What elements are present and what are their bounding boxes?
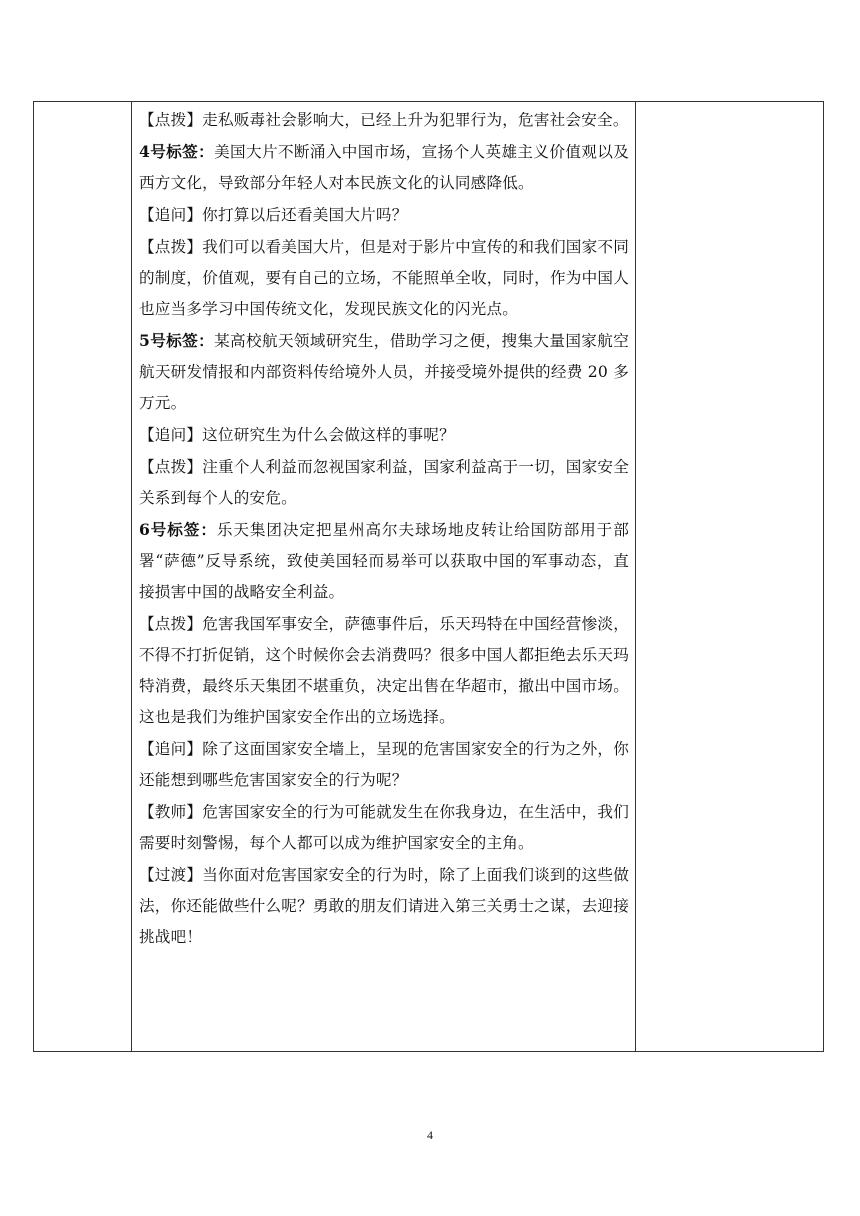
paragraph-5: 5号标签：某高校航天领域研究生，借助学习之便，搜集大量国家航空航天研发情报和内部资料传给境外人员，并接受境外提供的经费 20 多万元。: [139, 331, 630, 412]
paragraph-10: 【追问】除了这面国家安全墙上，呈现的危害国家安全的行为之外，你还能想到哪些危害国家安全的行为呢？: [139, 740, 629, 789]
lesson-table: [33, 101, 824, 1052]
table-content-cell: [132, 102, 635, 1051]
paragraph-3: 【追问】你打算以后还看美国大片吗？: [139, 206, 408, 224]
paragraph-4: 【点拨】我们可以看美国大片，但是对于影片中宣传的和我们国家不同的制度，价值观，要有自己的立场，不能照单全收，同时，作为中国人也应当多学习中国传统文化，发现民族文化的闪光点。: [139, 238, 629, 318]
table-right-cell: [636, 102, 823, 1051]
paragraph-6: 【追问】这位研究生为什么会做这样的事呢？: [139, 426, 455, 444]
table-left-cell: [34, 102, 131, 1051]
paragraph-8: 6号标签：乐天集团决定把星州高尔夫球场地皮转让给国防部用于部署“萨德”反导系统，致使美国轻而易举可以获取中国的军事动态，直接损害中国的战略安全利益。: [139, 520, 629, 601]
paragraph-12: 【过渡】当你面对危害国家安全的行为时，除了上面我们谈到的这些做法，你还能做些什么呢？勇敢的朋友们请进入第三关勇士之谋，去迎接挑战吧！: [139, 866, 629, 946]
paragraph-1: 【点拨】走私贩毒社会影响大，已经上升为犯罪行为，危害社会安全。: [139, 111, 629, 129]
paragraph-2: 4号标签：美国大片不断涌入中国市场，宣扬个人英雄主义价值观以及西方文化，导致部分年轻人对本民族文化的认同感降低。: [139, 142, 630, 192]
paragraph-11: 【教师】危害国家安全的行为可能就发生在你我身边，在生活中，我们需要时刻警惕，每个人都可以成为维护国家安全的主角。: [139, 803, 629, 852]
page-number: 4: [427, 1128, 433, 1142]
paragraph-7: 【点拨】注重个人利益而忽视国家利益，国家利益高于一切，国家安全关系到每个人的安危。: [139, 458, 629, 507]
paragraph-9: 【点拨】危害我国军事安全，萨德事件后，乐天玛特在中国经营惨淡，不得不打折促销，这个时候你会去消费吗？很多中国人都拒绝去乐天玛特消费，最终乐天集团不堪重负，决定出售在华超市，撤出中国市场。这也是我们为维护国家安全作出的立场选择。: [139, 615, 629, 726]
